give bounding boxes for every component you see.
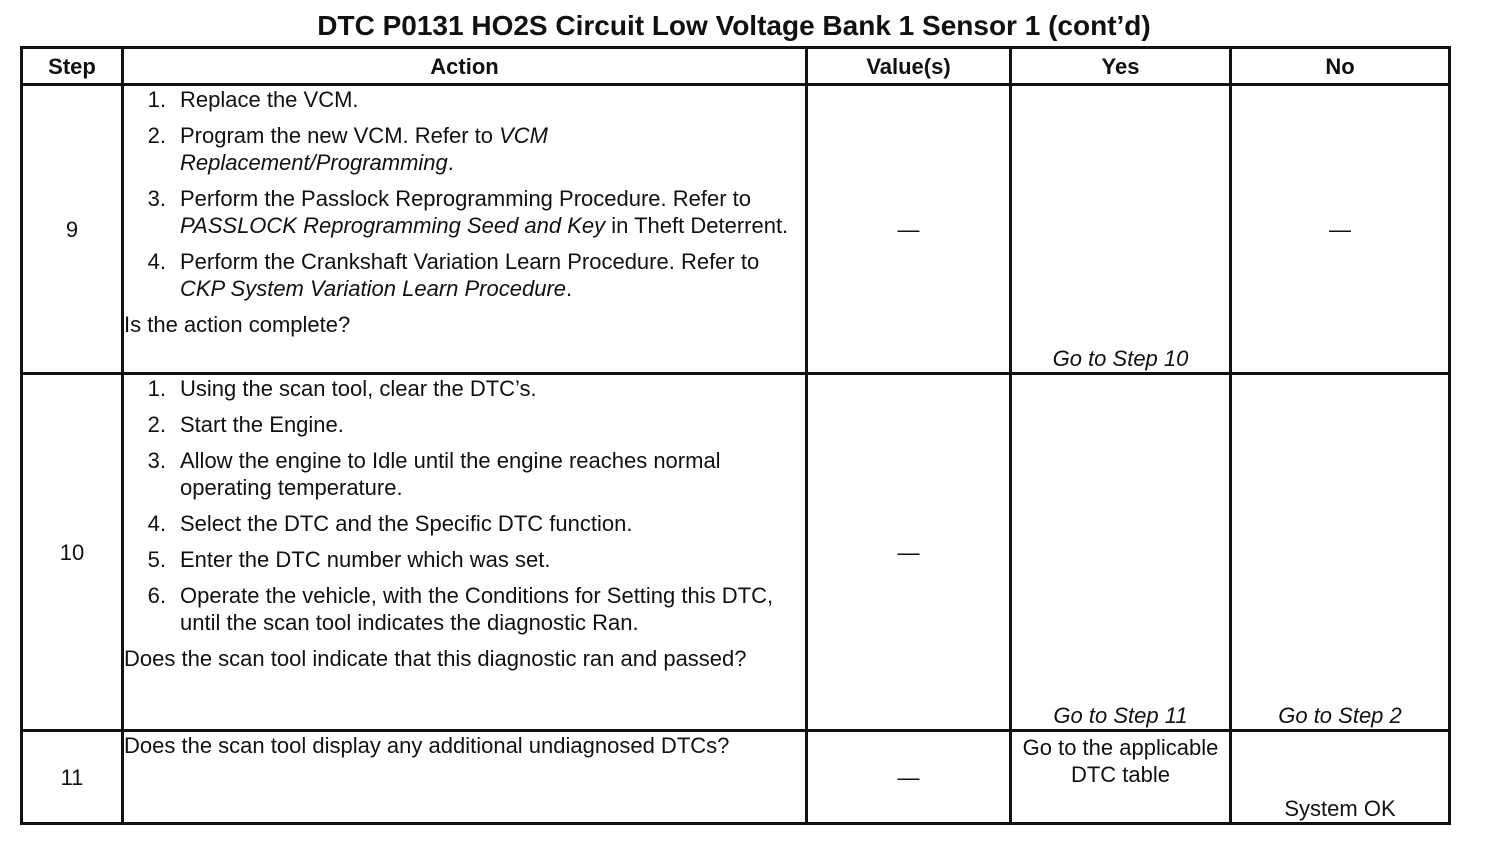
reference-text: CKP System Variation Learn Procedure [180, 276, 566, 301]
step-text [180, 510, 805, 537]
action-step [124, 510, 805, 537]
step-text [180, 582, 805, 636]
action-step [124, 582, 805, 636]
instruction-text: Replace the VCM. [180, 87, 359, 112]
action-step [124, 185, 805, 239]
step-index: 6. [147, 583, 166, 608]
step-index: 5. [147, 547, 166, 572]
step-index: 1. [147, 87, 166, 112]
action-step [124, 248, 805, 302]
instruction-text: . [566, 276, 573, 301]
instruction-text: Operate the vehicle, with the Conditions for Setting this DTC, until the scan tool indicates the diagnostic Ran. [180, 583, 774, 635]
diagnostic-table [20, 46, 1451, 825]
action-cell [123, 374, 807, 731]
header-yes: Yes [1011, 48, 1231, 85]
step-index: 3. [147, 448, 166, 473]
instruction-text: Using the scan tool, clear the DTC’s. [180, 376, 537, 401]
instruction-text: in Theft Deterrent. [605, 213, 789, 238]
step-text [180, 546, 805, 573]
instruction-text: Program the new VCM. Refer to [180, 123, 500, 148]
table-row [22, 731, 1450, 824]
no-cell: Go to Step 2 [1231, 374, 1450, 731]
action-question: Does the scan tool indicate that this diagnostic ran and passed? [124, 646, 747, 671]
value-cell: — [807, 85, 1011, 374]
action-step [124, 447, 805, 501]
page-title: DTC P0131 HO2S Circuit Low Voltage Bank 1 Sensor 1 (cont’d) [317, 10, 1151, 41]
step-text [180, 185, 805, 239]
instruction-text: . [447, 150, 454, 175]
header-step: Step [22, 48, 123, 85]
instruction-text: Perform the Crankshaft Variation Learn Procedure. Refer to [180, 249, 760, 274]
step-index: 4. [147, 511, 166, 536]
step-number: 10 [22, 374, 123, 731]
action-cell [123, 85, 807, 374]
step-index: 2. [147, 123, 166, 148]
table-row [22, 374, 1450, 731]
step-number: 11 [22, 731, 123, 824]
header-action: Action [123, 48, 807, 85]
action-step [124, 86, 805, 113]
step-text [180, 375, 805, 402]
action-steps [124, 86, 805, 302]
instruction-text: Perform the Passlock Reprogramming Procedure. Refer to [180, 186, 752, 211]
step-text [180, 447, 805, 501]
no-cell: — [1231, 85, 1450, 374]
yes-cell: Go to the applicable DTC table [1011, 731, 1231, 824]
step-index: 4. [147, 249, 166, 274]
step-text [180, 248, 805, 302]
no-cell: System OK [1231, 731, 1450, 824]
header-no: No [1231, 48, 1450, 85]
action-step [124, 546, 805, 573]
action-question: Is the action complete? [124, 312, 351, 337]
step-text [180, 411, 805, 438]
yes-cell: Go to Step 10 [1011, 85, 1231, 374]
table-header-row [22, 48, 1450, 85]
value-cell: — [807, 731, 1011, 824]
step-number: 9 [22, 85, 123, 374]
step-index: 1. [147, 376, 166, 401]
step-text [180, 86, 805, 113]
action-steps [124, 375, 805, 636]
reference-text: VCM Replacement/Programming [180, 123, 549, 175]
action-step [124, 375, 805, 402]
instruction-text: Start the Engine. [180, 412, 344, 437]
instruction-text: Enter the DTC number which was set. [180, 547, 551, 572]
action-step [124, 122, 805, 176]
instruction-text: Allow the engine to Idle until the engine reaches normal operating temperature. [180, 448, 721, 500]
table-row [22, 85, 1450, 374]
instruction-text: Select the DTC and the Specific DTC function. [180, 511, 633, 536]
action-step [124, 411, 805, 438]
step-index: 3. [147, 186, 166, 211]
action-question: Does the scan tool display any additional undiagnosed DTCs? [123, 731, 807, 824]
step-index: 2. [147, 412, 166, 437]
step-text [180, 122, 805, 176]
reference-text: PASSLOCK Reprogramming Seed and Key [180, 213, 606, 238]
header-values: Value(s) [807, 48, 1011, 85]
yes-cell: Go to Step 11 [1011, 374, 1231, 731]
value-cell: — [807, 374, 1011, 731]
